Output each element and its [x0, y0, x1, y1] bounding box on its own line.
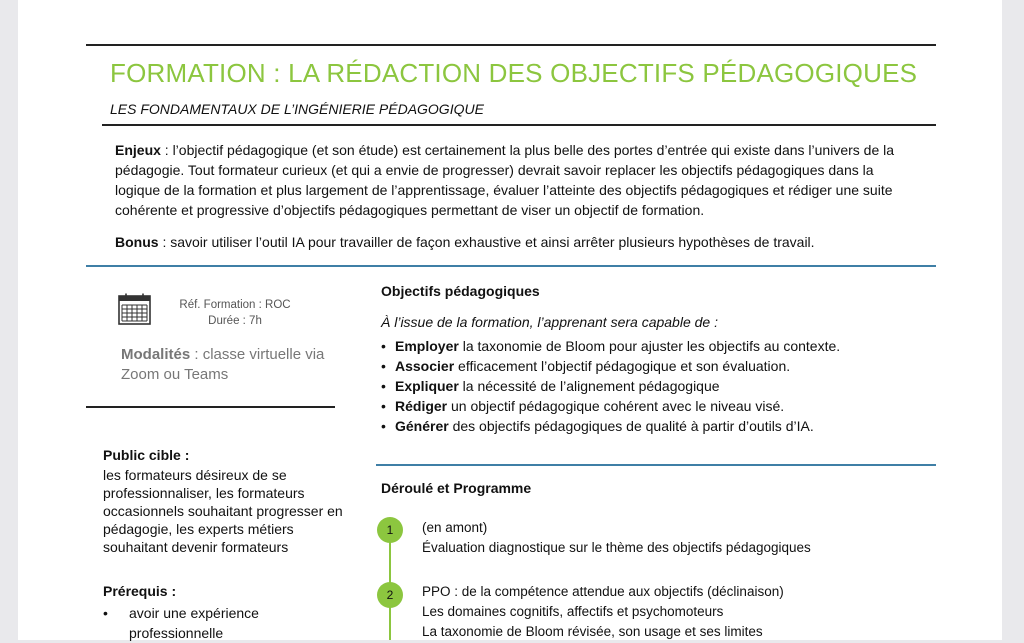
modalities: [121, 345, 341, 385]
objective-item: [381, 396, 840, 416]
step-line: Les domaines cognitifs, affectifs et psychomoteurs: [422, 604, 724, 619]
objective-verb: Rédiger: [395, 398, 448, 414]
objectives-list: [381, 336, 840, 436]
objective-text: des objectifs pédagogiques de qualité à partir d’outils d’IA.: [448, 418, 814, 434]
objective-verb: Générer: [395, 418, 449, 434]
objectives-rule: [376, 464, 936, 466]
step-line: Évaluation diagnostique sur le thème des objectifs pédagogiques: [422, 540, 811, 555]
calendar-icon: [118, 293, 151, 325]
prerequis-item: • avoir une expérience professionnelle: [103, 603, 323, 643]
objective-verb: Associer: [395, 358, 455, 374]
programme-heading: Déroulé et Programme: [381, 480, 532, 496]
objective-item: [381, 416, 840, 436]
step-badge-1: 1: [377, 517, 403, 543]
public-section: [103, 446, 353, 556]
public-text: les formateurs désireux de se professionnaliser, les formateurs occasionnels souhaitant progresser en pédagogie, les experts métiers souhaitant devenir formateurs: [103, 467, 343, 555]
enjeux-text: : l’objectif pédagogique (et son étude) est certainement la plus belle des portes d’entrée qui existe dans l’univers de la pédagogie. Tout formateur curieux (et qui a envie de progresser) devrait savoir replacer les objectifs pédagogiques dans la logique de la formation et plus largement de l’apprentissage, évaluer l’atteinte des objectifs pédagogiques et rédiger une suite cohérente et progressive d’objectifs pédagogiques permettant de viser un objectif de formation.: [115, 142, 895, 218]
objective-verb: Expliquer: [395, 378, 459, 394]
prerequis-heading: Prérequis :: [103, 583, 177, 599]
objective-text: efficacement l’objectif pédagogique et son évaluation.: [454, 358, 791, 374]
objective-text: la nécessité de l’alignement pédagogique: [458, 378, 720, 394]
enjeux-paragraph: [115, 140, 915, 220]
public-heading-label: Public cible: [103, 447, 181, 463]
top-rule: [86, 44, 936, 46]
public-heading-suffix: :: [180, 447, 190, 463]
enjeux-label: Enjeux: [115, 142, 161, 158]
prerequis-text: avoir une expérience professionnelle: [129, 605, 259, 641]
public-heading: [103, 446, 353, 464]
page-title: FORMATION : LA RÉDACTION DES OBJECTIFS PÉDAGOGIQUES: [110, 58, 918, 88]
bonus-label: Bonus: [115, 234, 159, 250]
info-rule: [86, 406, 335, 408]
objective-text: la taxonomie de Bloom pour ajuster les objectifs au contexte.: [458, 338, 841, 354]
bonus-text: : savoir utiliser l’outil IA pour travailler de façon exhaustive et ainsi arrêter plusieurs hypothèses de travail.: [158, 234, 815, 250]
step-line: La taxonomie de Bloom révisée, son usage et ses limites: [422, 624, 763, 639]
modalities-text: : classe virtuelle via Zoom ou Teams: [121, 346, 325, 383]
bonus-paragraph: [115, 232, 915, 252]
prerequis-list: [103, 603, 323, 643]
step-1-text: [422, 518, 811, 558]
objective-item: [381, 336, 840, 356]
step-2-text: [422, 582, 784, 642]
objective-verb: Employer: [395, 338, 459, 354]
reference-code: Réf. Formation : ROC: [179, 299, 291, 311]
header-rule: [102, 124, 936, 126]
objectives-heading: Objectifs pédagogiques: [381, 283, 540, 299]
step-line: (en amont): [422, 520, 488, 535]
duration: Durée : 7h: [208, 315, 262, 327]
section-rule: [86, 265, 936, 267]
page-subtitle: LES FONDAMENTAUX DE L’INGÉNIERIE PÉDAGOGIQUE: [110, 101, 484, 117]
step-line: PPO : de la compétence attendue aux objectifs (déclinaison): [422, 584, 784, 599]
objective-item: [381, 356, 840, 376]
step-badge-2: 2: [377, 582, 403, 608]
objective-item: [381, 376, 840, 396]
objectives-intro: À l’issue de la formation, l’apprenant sera capable de :: [381, 314, 718, 330]
objective-text: un objectif pédagogique cohérent avec le niveau visé.: [447, 398, 785, 414]
modalities-label: Modalités: [121, 346, 191, 363]
